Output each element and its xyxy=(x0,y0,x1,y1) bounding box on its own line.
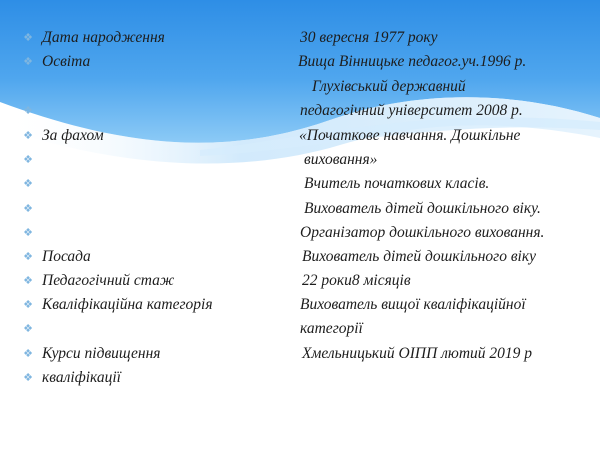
row-specialty-cont-3 xyxy=(0,197,600,221)
row-courses xyxy=(0,342,600,366)
bullet-icon: ❖ xyxy=(23,323,33,335)
row-value: «Початкове навчання. Дошкільне xyxy=(299,127,521,144)
bullet-icon: ❖ xyxy=(23,32,33,44)
row-value: виховання» xyxy=(304,151,378,168)
row-experience xyxy=(0,269,600,293)
row-label: Кваліфікаційна категорія xyxy=(42,296,213,313)
row-specialty-cont-1 xyxy=(0,148,600,172)
bullet-icon: ❖ xyxy=(23,251,33,263)
bullet-icon: ❖ xyxy=(23,154,33,166)
row-label: Посада xyxy=(42,248,91,265)
bullet-icon: ❖ xyxy=(23,130,33,142)
row-specialty-cont-4 xyxy=(0,221,600,245)
row-value: Організатор дошкільного виховання. xyxy=(300,224,545,241)
row-label: За фахом xyxy=(42,127,104,144)
row-qualification-cont xyxy=(0,317,600,341)
row-label: Педагогічний стаж xyxy=(42,272,175,289)
bullet-icon: ❖ xyxy=(23,275,33,287)
row-education-cont-2 xyxy=(0,99,600,123)
row-value: Вихователь дітей дошкільного віку xyxy=(302,248,536,265)
bullet-icon: ❖ xyxy=(23,105,33,117)
bullet-icon: ❖ xyxy=(23,178,33,190)
bullet-icon: ❖ xyxy=(23,372,33,384)
row-label: Освіта xyxy=(42,53,91,70)
row-education xyxy=(0,50,600,74)
row-value: категорії xyxy=(300,320,363,337)
row-value: педагогічний університет 2008 р. xyxy=(300,102,523,119)
row-value: 22 роки8 місяців xyxy=(302,272,411,289)
row-value: Глухівський державний xyxy=(312,78,466,95)
row-specialty-cont-2 xyxy=(0,172,600,196)
row-label: Курси підвищення xyxy=(42,345,161,362)
row-birth-date xyxy=(0,26,600,50)
row-qualification xyxy=(0,293,600,317)
row-education-cont-1 xyxy=(0,75,600,99)
bullet-icon: ❖ xyxy=(23,56,33,68)
row-value: Вихователь вищої кваліфікаційної xyxy=(300,296,526,313)
row-value: Вчитель початкових класів. xyxy=(304,175,490,192)
row-value: 30 вересня 1977 року xyxy=(300,29,438,46)
row-label: Дата народження xyxy=(42,29,165,46)
row-position xyxy=(0,245,600,269)
bullet-icon: ❖ xyxy=(23,227,33,239)
row-value: Вища Вінницьке педагог.уч.1996 р. xyxy=(298,53,527,70)
bullet-icon: ❖ xyxy=(23,299,33,311)
row-label: кваліфікації xyxy=(42,369,121,386)
row-value: Вихователь дітей дошкільного віку. xyxy=(304,200,541,217)
bullet-icon: ❖ xyxy=(23,203,33,215)
bullet-icon: ❖ xyxy=(23,348,33,360)
row-courses-cont xyxy=(0,366,600,390)
row-value: Хмельницький ОІПП лютий 2019 р xyxy=(302,345,533,362)
row-specialty xyxy=(0,124,600,148)
